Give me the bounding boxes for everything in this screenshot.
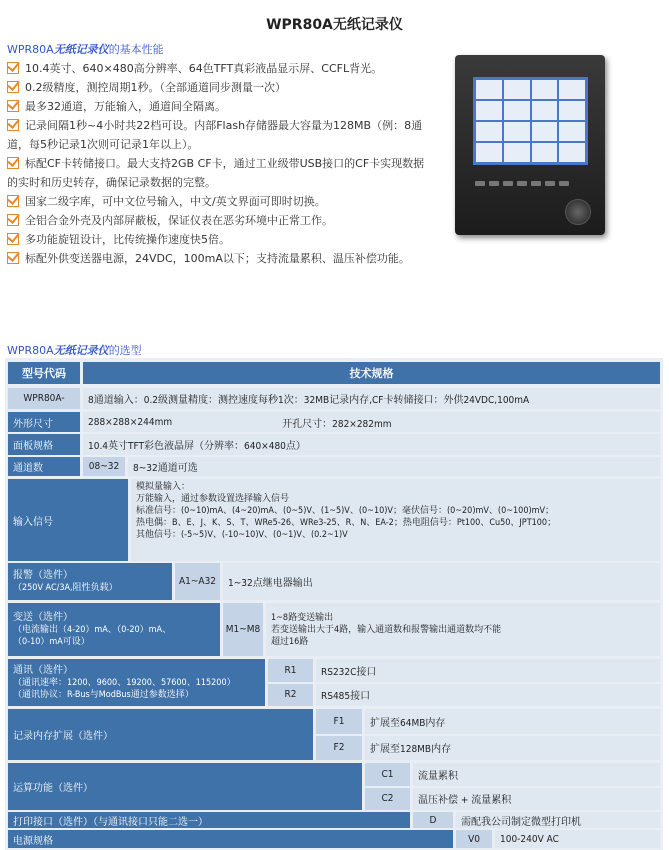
feature-list	[7, 59, 447, 268]
checkbox-icon	[7, 157, 19, 169]
checkbox-icon	[7, 233, 19, 245]
selection-table	[5, 358, 663, 850]
row-label: 运算功能（选件）	[8, 763, 362, 810]
row-label: 报警（选件） （250V AC/3A,阻性负载）	[8, 563, 172, 600]
row-desc: 100-240V AC	[495, 830, 660, 848]
row-label: WPR80A-	[8, 388, 80, 409]
product-image	[455, 55, 605, 235]
row-label: 打印接口（选件）（与通讯接口只能二选一）	[8, 812, 410, 828]
row-desc: RS232C接口	[316, 659, 660, 682]
checkbox-icon	[7, 119, 19, 131]
row-desc: 需配我公司制定微型打印机	[456, 812, 660, 828]
row-desc: 温压补偿 + 流量累积	[413, 788, 660, 811]
feature-item	[7, 192, 447, 211]
feature-text: 标配CF卡转储接口。最大支持2GB CF卡，通过工业级带USB接口的CF卡实现数据的实时和历史转存，确保记录数据的完整。	[7, 157, 425, 189]
checkbox-icon	[7, 214, 19, 226]
checkbox-icon	[7, 100, 19, 112]
row-desc: 扩展至128MB内存	[365, 736, 660, 761]
feature-item	[7, 230, 447, 249]
header-spec: 技术规格	[83, 362, 660, 384]
feature-text: 记录间隔1秒~4小时共22档可设。内部Flash存储器最大容量为128MB（例：8通道，每5秒记录1次则可记录1年以上）。	[7, 119, 423, 151]
feature-text: 国家二级字库，可中文位号输入，中文/英文界面可即时切换。	[25, 195, 326, 208]
row-code: 08~32	[83, 457, 125, 476]
checkbox-icon	[7, 81, 19, 93]
device-buttons	[475, 181, 569, 186]
row-code: C2	[365, 788, 410, 811]
feature-text: 最多32通道，万能输入，通道间全隔离。	[25, 100, 226, 113]
row-code: V0	[456, 830, 492, 848]
row-label: 记录内存扩展（选件）	[8, 709, 313, 760]
row-desc: RS485接口	[316, 684, 660, 707]
heading-product: 无纸记录仪	[53, 344, 109, 357]
row-label: 电源规格	[8, 830, 453, 848]
row-code: C1	[365, 763, 410, 786]
device-screen	[473, 77, 588, 165]
page-title: WPR80A无纸记录仪	[266, 17, 403, 33]
row-label: 变送（选件） （电流输出（4-20）mA、（0-20）mA、 （0-10）mA可设）	[8, 603, 220, 656]
row-desc: 扩展至64MB内存	[365, 709, 660, 734]
feature-text: 标配外供变送器电源，24VDC，100mA以下；支持流量累积、温压补偿功能。	[25, 252, 410, 265]
row-desc: 288×288×244mm 开孔尺寸：282×282mm	[83, 412, 660, 432]
feature-item	[7, 154, 432, 192]
feature-item	[7, 97, 447, 116]
row-desc: 8~32通道可选	[128, 457, 660, 476]
header-model-code: 型号代码	[8, 362, 80, 384]
cutout-size: 开孔尺寸：282×282mm	[282, 418, 392, 430]
row-desc: 1~32点继电器输出	[223, 563, 660, 600]
heading-model: WPR80A	[7, 344, 54, 357]
feature-text: 多功能旋钮设计，比传统操作速度快5倍。	[25, 233, 230, 246]
heading-suffix: 的基本性能	[108, 43, 164, 56]
feature-item	[7, 59, 447, 78]
feature-item	[7, 116, 432, 154]
heading-product: 无纸记录仪	[53, 43, 109, 56]
feature-text: 10.4英寸、640×480高分辨率、64色TFT真彩液晶显示屏、CCFL背光。	[25, 62, 383, 75]
feature-text: 全铝合金外壳及内部屏蔽板，保证仪表在恶劣环境中正常工作。	[25, 214, 333, 227]
feature-item	[7, 211, 447, 230]
heading-model: WPR80A	[7, 43, 54, 56]
feature-text: 0.2级精度，测控周期1秒。（全部通道同步测量一次）	[25, 81, 286, 94]
knob-icon	[565, 199, 591, 225]
row-code: R2	[268, 684, 313, 707]
row-code: A1~A32	[175, 563, 220, 600]
row-desc: 10.4英寸TFT彩色液晶屏（分辨率：640×480点）	[83, 434, 660, 455]
row-label: 通道数	[8, 457, 80, 476]
feature-item	[7, 78, 447, 97]
section-heading-features	[7, 41, 164, 57]
section-heading-selection	[7, 342, 142, 358]
row-desc: 流量累积	[413, 763, 660, 786]
row-code: D	[413, 812, 453, 828]
row-code: R1	[268, 659, 313, 682]
checkbox-icon	[7, 62, 19, 74]
row-code: F1	[316, 709, 362, 734]
row-label: 外形尺寸	[8, 412, 80, 432]
feature-item	[7, 249, 447, 268]
checkbox-icon	[7, 252, 19, 264]
row-code: M1~M8	[223, 603, 263, 656]
row-desc: 模拟量输入： 万能输入，通过参数设置选择输入信号 标准信号：(0~10)mA、(4~20)mA、(0~5)V、(1~5)V、(0~10)V；毫伏信号：(0~20)mV、(0~100)mV； 热电偶：B、E、J、K、S、T、WRe5-26、WRe3-25、R、N、EA-2；热电阻信号：Pt100、Cu50、JPT100； 其他信号：(-5~5)V、(-10~10)V、(0~1)V、(0.2~1)V	[131, 479, 660, 561]
row-label: 面板规格	[8, 434, 80, 455]
row-desc: 8通道输入：0.2级测量精度：测控速度每秒1次：32MB记录内存,CF卡转储接口：外供24VDC,100mA	[83, 388, 660, 409]
row-desc: 1~8路变送输出 若变送输出大于4路，输入通道数和报警输出通道数均不能 超过16路	[266, 603, 660, 656]
heading-suffix: 的选型	[108, 344, 142, 357]
row-label: 通讯（选件） （通讯速率：1200、9600、19200、57600、115200） （通讯协议：R-Bus与ModBus通过参数选择）	[8, 659, 265, 706]
row-label: 输入信号	[8, 479, 128, 561]
row-code: F2	[316, 736, 362, 761]
checkbox-icon	[7, 195, 19, 207]
